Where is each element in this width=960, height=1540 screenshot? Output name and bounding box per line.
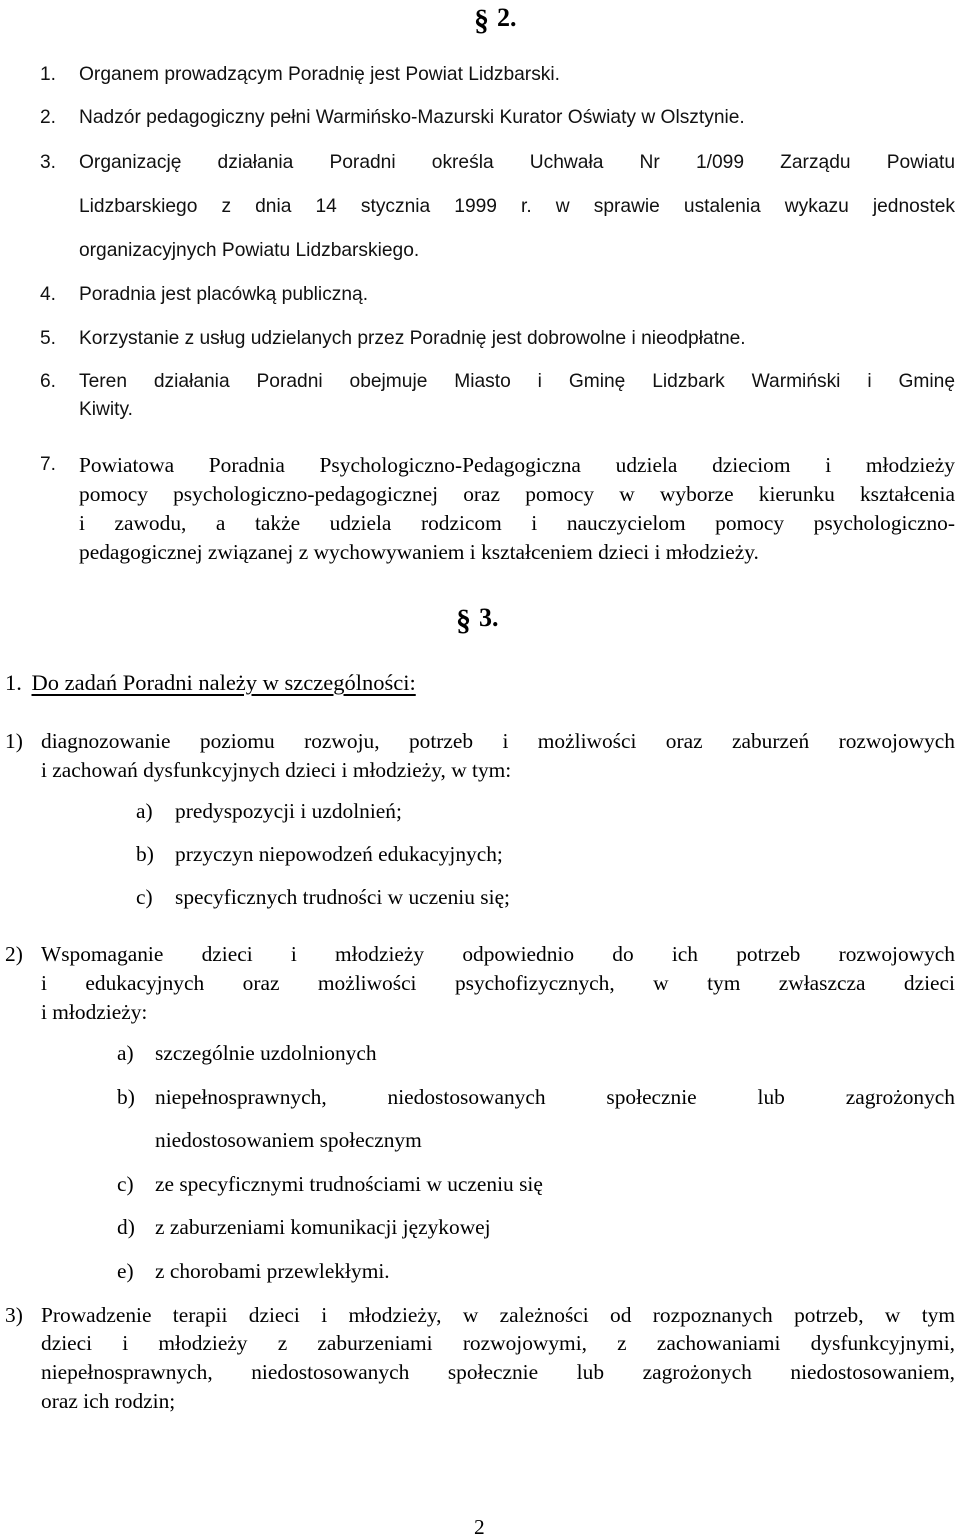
- item-number: 2.: [40, 107, 57, 128]
- item-text-line: Powiatowa Poradnia Psychologiczno-Pedagogiczna udziela dzieciom i młodzieży: [79, 453, 955, 477]
- item-text: Organem prowadzącym Poradnię jest Powiat Lidzbarski.: [79, 64, 560, 85]
- sub-item-number: b): [136, 842, 154, 866]
- list-item: [40, 64, 56, 86]
- tasks-heading: [5, 670, 416, 696]
- sub-item-text: przyczyn niepowodzeń edukacyjnych;: [175, 842, 503, 866]
- section-symbol: §: [474, 4, 489, 37]
- tasks-heading-number: 1.: [5, 670, 22, 695]
- task-text-line: oraz ich rodzin;: [41, 1389, 176, 1413]
- tasks-heading-text: Do zadań Poradni należy w szczególności:: [31, 670, 416, 695]
- item-text-line: Kiwity.: [79, 399, 134, 420]
- section-number: 2.: [497, 3, 517, 32]
- task-text-line: i zachowań dysfunkcyjnych dzieci i młodzieży, w tym:: [41, 758, 512, 782]
- sub-item-text: ze specyficznymi trudnościami w uczeniu się: [155, 1172, 543, 1196]
- item-text: Poradnia jest placówką publiczną.: [79, 284, 369, 305]
- item-number: 1.: [40, 64, 57, 85]
- task-number: 3): [5, 1303, 23, 1327]
- task-text-line: dzieci i młodzieży z zaburzeniami rozwojowymi, z zachowaniami dysfunkcyjnymi,: [41, 1331, 955, 1355]
- item-text-line: i zawodu, a także udziela rodzicom i nauczycielom pomocy psychologiczno-: [79, 511, 955, 535]
- sub-item-number: c): [136, 885, 153, 909]
- sub-item-number: a): [136, 799, 153, 823]
- item-text-line: organizacyjnych Powiatu Lidzbarskiego.: [79, 240, 420, 261]
- sub-item-number: b): [117, 1085, 135, 1109]
- sub-item-text: specyficznych trudności w uczeniu się;: [175, 885, 511, 909]
- page-number: 2: [474, 1515, 485, 1539]
- task-text-line: i młodzieży:: [41, 1000, 148, 1024]
- section-3-heading: [456, 600, 499, 637]
- item-text-line: pomocy psychologiczno-pedagogicznej oraz pomocy w wyborze kierunku kształcenia: [79, 482, 955, 506]
- sub-item-text: predyspozycji i uzdolnień;: [175, 799, 402, 823]
- item-number: 3.: [40, 152, 57, 173]
- section-2-heading: [474, 0, 517, 37]
- sub-item-number: d): [117, 1215, 135, 1239]
- item-number: 6.: [40, 371, 57, 392]
- task-text-line: Wspomaganie dzieci i młodzieży odpowiednio do ich potrzeb rozwojowych: [41, 942, 955, 966]
- item-text: Nadzór pedagogiczny pełni Warmińsko-Mazurski Kurator Oświaty w Olsztynie.: [79, 107, 745, 128]
- task-number: 1): [5, 729, 23, 753]
- item-text: Korzystanie z usług udzielanych przez Poradnię jest dobrowolne i nieodpłatne.: [79, 328, 746, 349]
- sub-item-text-line: niepełnosprawnych, niedostosowanych społecznie lub zagrożonych: [155, 1085, 955, 1109]
- task-text-line: niepełnosprawnych, niedostosowanych społecznie lub zagrożonych niedostosowaniem,: [41, 1360, 955, 1384]
- item-number: 4.: [40, 284, 57, 305]
- item-text-line: pedagogicznej związanej z wychowywaniem i kształceniem dzieci i młodzieży.: [79, 540, 759, 564]
- sub-item-number: c): [117, 1172, 134, 1196]
- sub-item-text: szczególnie uzdolnionych: [155, 1041, 377, 1065]
- task-number: 2): [5, 942, 23, 966]
- task-text-line: Prowadzenie terapii dzieci i młodzieży, w zależności od rozpoznanych potrzeb, w tym: [41, 1303, 955, 1327]
- task-text-line: diagnozowanie poziomu rozwoju, potrzeb i możliwości oraz zaburzeń rozwojowych: [41, 729, 955, 753]
- item-text-line: Lidzbarskiego z dnia 14 stycznia 1999 r. w sprawie ustalenia wykazu jednostek: [79, 196, 955, 217]
- item-text-line: Teren działania Poradni obejmuje Miasto i Gminę Lidzbark Warmiński i Gminę: [79, 371, 955, 392]
- section-symbol: §: [456, 604, 471, 637]
- sub-item-number: e): [117, 1259, 134, 1283]
- item-number: 7.: [40, 454, 57, 475]
- task-text-line: i edukacyjnych oraz możliwości psychofizycznych, w tym zwłaszcza dzieci: [41, 971, 955, 995]
- item-number: 5.: [40, 328, 57, 349]
- sub-item-text-line: niedostosowaniem społecznym: [155, 1128, 422, 1152]
- sub-item-text: z zaburzeniami komunikacji językowej: [155, 1215, 491, 1239]
- sub-item-number: a): [117, 1041, 134, 1065]
- sub-item-text: z chorobami przewlekłymi.: [155, 1259, 390, 1283]
- item-text-line: Organizację działania Poradni określa Uchwała Nr 1/099 Zarządu Powiatu: [79, 152, 955, 173]
- section-number: 3.: [479, 603, 499, 632]
